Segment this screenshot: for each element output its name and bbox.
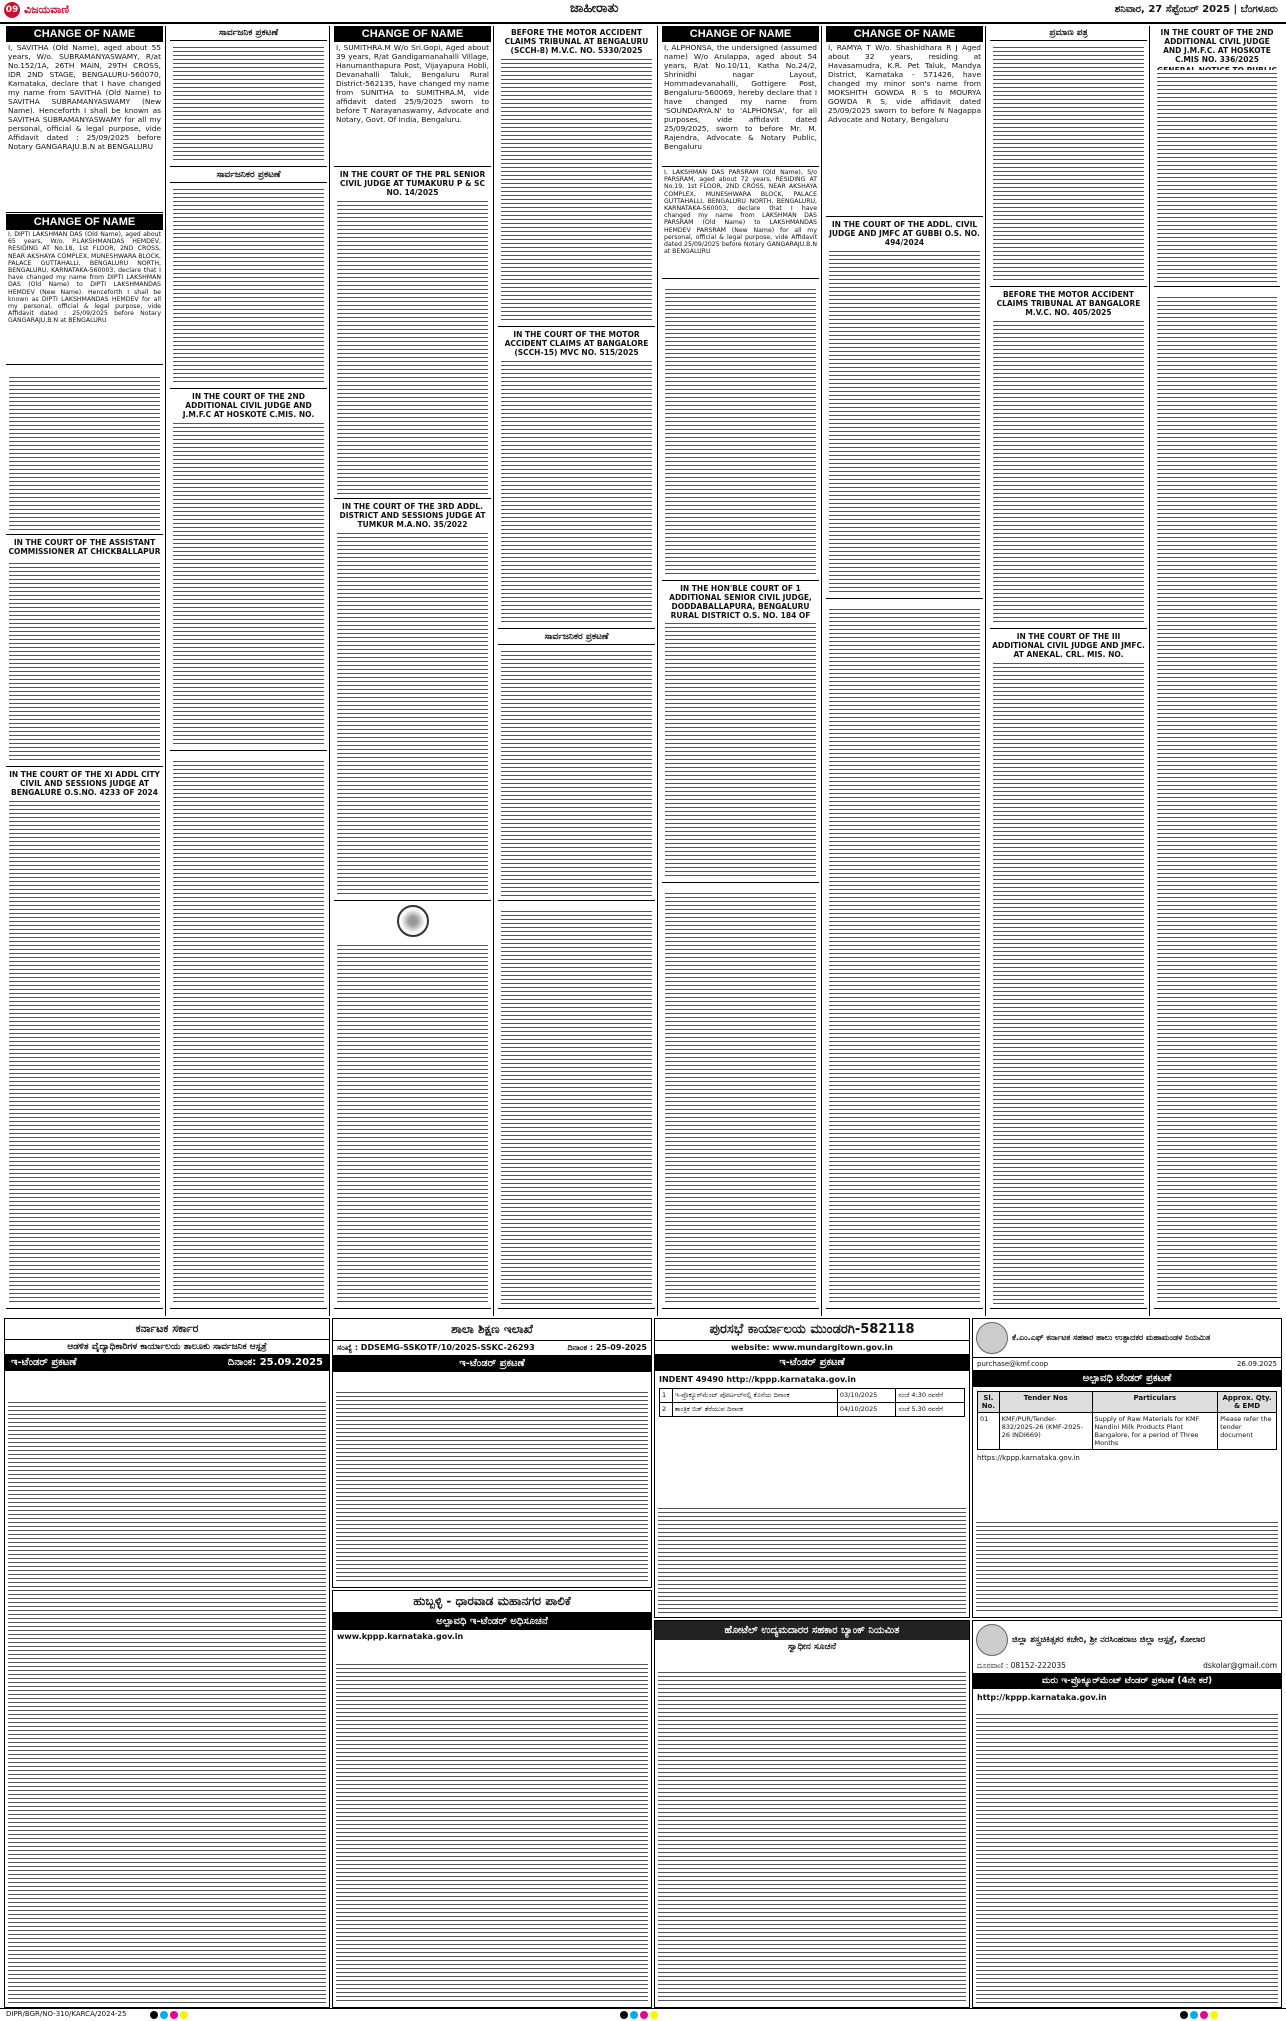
hospital-title: ಜಿಲ್ಲಾ ಶಸ್ತ್ರಚಿಕಿತ್ಸಕರ ಕಚೇರಿ, ಶ್ರೀ ನರಸಿಂಹರಾಜ ಜಿಲ್ಲಾ ಆಸ್ಪತ್ರೆ, ಕೋಲಾರ [1012, 1635, 1206, 1645]
court-notice [990, 288, 1147, 629]
table-cell: 01 [978, 1413, 1000, 1450]
table-header: Tender Nos [999, 1392, 1092, 1413]
ad-heading: CHANGE OF NAME [826, 26, 983, 42]
text-block [501, 358, 652, 625]
tender-heading: ಇ-ಟೆಂಡರ್ ಪ್ರಕಟಣೆ [655, 1354, 969, 1371]
office-title: ಪುರಸಭೆ ಕಾರ್ಯಾಲಯ ಮುಂಡರಗಿ-582118 [655, 1319, 969, 1341]
text-block [829, 248, 980, 595]
notice-heading: ಸಾರ್ವಜನಿಕರ ಪ್ರಕಟಣೆ [170, 168, 327, 183]
text-block [501, 56, 652, 323]
black-dot [620, 2011, 628, 2019]
indent-line: INDENT 49490 http://kppp.karnataka.gov.in [659, 1375, 856, 1384]
kolar-header [973, 1621, 1281, 1659]
govt-title: ಕರ್ನಾಟಕ ಸರ್ಕಾರ [5, 1319, 329, 1340]
column-8 [1152, 26, 1282, 1316]
kmf-date: 26.09.2025 [1236, 1360, 1277, 1368]
header-date: ಶನಿವಾರ, 27 ಸೆಪ್ಟೆಂಬರ್ 2025 | ಬೆಂಗಳೂರು [1114, 4, 1278, 15]
kmf-email[interactable]: purchase@kmf.coop [977, 1360, 1049, 1368]
change-of-name-ad [6, 26, 163, 213]
table-cell: ಸಂಜೆ 4:30 ರವರೆಗೆ [896, 1389, 965, 1403]
text-block [658, 1505, 966, 1614]
court-notice [662, 582, 819, 883]
section-title: ಜಾಹೀರಾತು [570, 1, 619, 16]
court-heading: BEFORE THE MOTOR ACCIDENT CLAIMS TRIBUNAL AT BANGALORE M.V.C. NO. 405/2025 [996, 290, 1141, 317]
kolar-hospital-ad [972, 1620, 1282, 2008]
text-block [9, 560, 160, 763]
tender-heading: ಮರು ಇ-ಪ್ರೊಕ್ಯೂರ್‌ಮೆಂಟ್ ಟೆಂಡರ್ ಪ್ರಕಟಣೆ (4ನೇ ಕರೆ) [973, 1673, 1281, 1689]
cyan-dot [1190, 2011, 1198, 2019]
registration-marks [1180, 2011, 1220, 2019]
table-cell: 2 [660, 1403, 673, 1417]
dept-title: ಶಾಲಾ ಶಿಕ್ಷಣ ಇಲಾಖೆ [333, 1319, 651, 1341]
kmf-portal[interactable]: https://kppp.karnataka.gov.in [977, 1454, 1080, 1462]
court-notice [662, 884, 819, 1309]
text-block [336, 1389, 648, 1584]
kannada-notice [990, 26, 1147, 287]
black-dot [150, 2011, 158, 2019]
column-6 [824, 26, 986, 1316]
table-row [978, 1413, 1277, 1450]
column-5 [660, 26, 822, 1316]
text-block [976, 1519, 1278, 1614]
corp-title: ಹುಬ್ಬಳ್ಳಿ - ಧಾರವಾಡ ಮಹಾನಗರ ಪಾಲಿಕೆ [333, 1591, 651, 1613]
kmf-title: ಕೆ.ಎಂ.ಎಫ್ ಕರ್ನಾಟಕ ಸಹಕಾರ ಹಾಲು ಉತ್ಪಾದಕರ ಮಹಾಮಂಡಳ ನಿಯಮಿತ [1012, 1333, 1211, 1342]
table-row [660, 1389, 965, 1403]
text-block [9, 798, 160, 1305]
page-header [0, 0, 1286, 24]
hotel-bank-ad [654, 1620, 970, 2008]
table-cell: 03/10/2025 [837, 1389, 896, 1403]
column-3 [332, 26, 494, 1316]
yellow-dot [650, 2011, 658, 2019]
govt-emblem-icon [976, 1624, 1008, 1656]
ad-text: I, LAKSHMAN DAS PARSRAM (Old Name), S/o PARSRAM, aged about 72 years, RESIDING AT No.19, 1st FLOOR, 2ND CROSS, NEAR AKSHAYA COMPLEX, MUNESHWARA BLOCK, PALACE GUTTAHALLI, BENGALURU NORTH, BENGALURU, KARNATAKA-560003, declare that I have changed my name from LAKSHMAN DAS PARSRAM (Old Name) to LAKSHMANDAS HEMDEV PARSRAM (New Name) for all my personal, official & legal purpose, vide Affidavit dated 25/09/2025 before Notary GANGARAJU.B.N at BENGALURU [664, 169, 817, 256]
government-emblem-icon [397, 905, 429, 937]
cyan-dot [630, 2011, 638, 2019]
court-heading: IN THE COURT OF THE ASSISTANT COMMISSIONER AT CHICKBALLAPUR [8, 538, 161, 556]
change-of-name-ad [662, 26, 819, 167]
ref-line [333, 1341, 651, 1355]
text-block [337, 942, 488, 1305]
kolar-phone: ದೂರವಾಣಿ : 08152-222035 [977, 1661, 1066, 1670]
kannada-notice [6, 366, 163, 535]
office-name: ಆಡಳಿತ ವೈದ್ಯಾಧಿಕಾರಿಗಳ ಕಾರ್ಯಾಲಯ ತಾಲೂಕು ಸಾರ್ವಜನಿಕ ಆಸ್ಪತ್ರೆ [67, 1342, 267, 1352]
court-heading: IN THE COURT OF THE 2ND ADDITIONAL CIVIL JUDGE AND J.M.F.C AT HOSKOTE C.MIS. NO. [182, 392, 315, 419]
court-notice [334, 500, 491, 901]
text-block [1157, 294, 1277, 1305]
kmf-tender-table [977, 1391, 1277, 1450]
ref-date: ದಿನಾಂಕ : 25-09-2025 [567, 1343, 647, 1352]
court-notice [6, 768, 163, 1309]
change-of-name-ad [826, 26, 983, 217]
table-row [660, 1403, 965, 1417]
ad-heading: CHANGE OF NAME [6, 214, 163, 230]
school-ad-header [334, 902, 491, 1309]
text-block [658, 1669, 966, 2004]
court-notice [334, 168, 491, 499]
table-cell: KMF/PUR/Tender-832/2025-26 (KMF-2025-26 INDI669) [999, 1413, 1092, 1450]
text-block [1157, 70, 1277, 283]
ad-text: I, SAVITHA (Old Name), aged about 55 years, W/o. SUBRAMANYASWAMY, R/at No.152/1A, 26TH MAIN, 29TH CROSS, IDR 2ND STAGE, BENGALURU-560070, Karnataka, declare that I have changed my name from SAVITHA (Old Name) to SAVITHA SUBRAMANYASWAMY (New Name). Henceforth I shall be known as SAVITHA SUBRAMANYASWAMY for all my personal, official & legal purpose, vide Affidavit dated : 25/09/2025 before Notary GANGARAJU.B.N at BENGALURU [8, 43, 161, 151]
text-block [9, 374, 160, 531]
kmf-contact [973, 1358, 1281, 1370]
table-cell: Supply of Raw Materials for KMF Nandini Milk Products Plant Bangalore, for a period of Three Months [1092, 1413, 1218, 1450]
paper-name: ವಿಜಯವಾಣಿ [24, 3, 70, 16]
table-header: Sl. No. [978, 1392, 1000, 1413]
text-block [173, 420, 324, 747]
hubli-dharwad-ad [332, 1590, 652, 2008]
ad-text: I, DIPTI LAKSHMAN DAS (Old Name), aged about 65 years, W/o. P.LAKSHMANDAS HEMDEV, RESIDING AT No.18, 1st FLOOR, 2ND CROSS, NEAR AKSHAYA COMPLEX, MUNESHWARA BLOCK, PALACE GUTTAHALLI, BENGALURU NORTH, BENGALURU, KARNATAKA-560003, declare that I have changed my name from DIPTI LAKSHMAN DAS (Old Name) to DIPTI LAKSHMANDAS HEMDEV (New Name). Henceforth I shall be known as DIPTI LAKSHMANDAS HEMDEV for all my personal, official & legal purpose, vide Affidavit dated : 25/09/2025 before Notary GANGARAJU.B.N at BENGALURU [8, 231, 161, 325]
magenta-dot [1200, 2011, 1208, 2019]
yellow-dot [1210, 2011, 1218, 2019]
registration-marks [150, 2011, 190, 2019]
column-2 [168, 26, 330, 1316]
court-heading: IN THE COURT OF THE 3RD ADDL. DISTRICT AND SESSIONS JUDGE AT TUMKUR M.A.NO. 35/2022 [339, 502, 486, 529]
kannada-notice [498, 630, 655, 901]
court-notice [498, 328, 655, 629]
court-notice [826, 218, 983, 599]
court-heading: IN THE COURT OF THE III ADDITIONAL CIVIL JUDGE AND JMFC. AT ANEKAL. CRL. MIS. NO. [992, 632, 1145, 659]
kolar-email[interactable]: dskolar@gmail.com [1203, 1661, 1277, 1670]
ad-text: I, RAMYA T W/o. Shashidhara R J Aged about 32 years, residing at Havasamudra, K.R. Pet Taluk, Mandya District, Karnataka - 571426, have changed my minor son's name from MOKSHITH GOWDA R S to MOURYA GOWDA R S, vide affidavit dated 25/09/2025 sworn to before N Nagappa Advocate and Notary, Bengaluru [828, 43, 981, 124]
yellow-dot [180, 2011, 188, 2019]
black-dot [1180, 2011, 1188, 2019]
text-block [173, 44, 324, 163]
text-block [501, 648, 652, 897]
table-cell: 04/10/2025 [837, 1403, 896, 1417]
tender-bar [5, 1354, 329, 1371]
ad-text: I, SUMITHRA.M W/o Sri.Gopi, Aged about 39 years, R/at Gandigamanahalli Village, Hanumanthapura Post, Vijayapura Hobli, Devanahalli Taluk, Bengaluru Rural District-562135, have changed my name from SUNITHA to SUMITHRA.M, vide affidavit dated 25/9/2025 sworn to before T Narayanaswamy, Advocate and Notary, Govt. Of India, Bengaluru. [336, 43, 489, 124]
court-notice [826, 600, 983, 1309]
kmf-ad [972, 1318, 1282, 1618]
kannada-notice [170, 752, 327, 1309]
mundargi-ad [654, 1318, 970, 1618]
court-heading: IN THE COURT OF THE XI ADDL CITY CIVIL AND SESSIONS JUDGE AT BENGALURE O.S.NO. 4233 OF 2024 [9, 770, 160, 797]
kmf-logo-icon [976, 1322, 1008, 1354]
text-block [993, 318, 1144, 625]
text-block [665, 620, 816, 879]
court-heading: IN THE COURT OF THE MOTOR ACCIDENT CLAIMS AT BANGALORE (SCCH-15) MVC NO. 515/2025 [504, 330, 649, 357]
notice-heading: ಪ್ರಮಾಣ ಪತ್ರ [990, 26, 1147, 41]
table-cell: Please refer the tender document [1218, 1413, 1277, 1450]
change-of-name-ad [662, 168, 819, 279]
text-block [337, 198, 488, 495]
court-notice [990, 630, 1147, 1309]
table-cell: ಇ-ಪ್ರೊಕ್ಯೂರ್‌ಮೆಂಟ್ ಪೋರ್ಟಲ್‌ನಲ್ಲಿ ಕೊನೆಯ ದಿನಾಂಕ [672, 1389, 837, 1403]
portal-url[interactable]: www.kppp.karnataka.gov.in [337, 1632, 464, 1641]
court-heading: IN THE HON'BLE COURT OF 1 ADDITIONAL SENIOR CIVIL JUDGE, DODDABALLAPURA, BENGALURU RURAL DISTRICT O.S. NO. 184 OF [669, 584, 812, 620]
ad-text: I, ALPHONSA, the undersigned (assumed name) W/o Arulappa, aged about 54 years, R/at No.10/11, Katha No.24/2, Shrinidhi nagar Layout, Hommadevanahalli, Gottigere Post, Bengaluru-560069, hereby declare that I have changed my name from 'SOUNDARYA.N' to 'ALPHONSA', for all purposes, vide affidavit dated 25/09/2025, sworn to before Mr. M. Rajendra, Advocate & Notary Public, Bengaluru [664, 43, 817, 151]
court-heading: IN THE COURT OF THE PRL SENIOR CIVIL JUDGE AT TUMAKURU P & SC NO. 14/2025 [339, 170, 486, 197]
kannada-notice [1154, 288, 1280, 1309]
kannada-notice [170, 26, 327, 167]
notice-type: ಸ್ವಾಧೀನ ಸೂಚನೆ [787, 1642, 837, 1652]
kannada-notice [170, 168, 327, 389]
text-block [829, 606, 980, 1305]
text-block [665, 286, 816, 577]
court-heading: BEFORE THE MOTOR ACCIDENT CLAIMS TRIBUNAL AT BENGALURU (SCCH-8) M.V.C. NO. 5330/2025 [504, 28, 649, 55]
registration-marks [620, 2011, 660, 2019]
change-of-name-ad [6, 214, 163, 365]
ad-heading: CHANGE OF NAME [6, 26, 163, 42]
column-1 [4, 26, 166, 1316]
notice-heading: ಸಾರ್ವಜನಿಕರ ಪ್ರಕಟಣೆ [498, 630, 655, 645]
table-cell: ಸಂಜೆ 5.30 ರವರೆಗೆ [896, 1403, 965, 1417]
text-block [976, 1711, 1278, 2004]
text-block [501, 908, 652, 1305]
court-notice [170, 390, 327, 751]
text-block [993, 660, 1144, 1305]
text-block [173, 186, 324, 385]
court-heading: IN THE COURT OF THE 2ND ADDITIONAL CIVIL JUDGE AND J.M.F.C. AT HOSKOTE C.MIS NO. 336/2025 [1160, 28, 1274, 64]
table-header: Approx. Qty. & EMD [1218, 1392, 1277, 1413]
text-block [993, 44, 1144, 283]
cyan-dot [160, 2011, 168, 2019]
text-block [336, 1661, 648, 2004]
tender-heading: ಅಲ್ಪಾವಧಿ ಟೆಂಡರ್ ಪ್ರಕಟಣೆ [973, 1370, 1281, 1387]
kmf-header [973, 1319, 1281, 1358]
court-notice [498, 26, 655, 327]
column-4 [496, 26, 658, 1316]
court-notice [662, 280, 819, 581]
column-7 [988, 26, 1150, 1316]
ad-heading: CHANGE OF NAME [334, 26, 491, 42]
court-notice [1154, 26, 1280, 287]
page-footer [0, 2008, 1286, 2021]
table-cell: 1 [660, 1389, 673, 1403]
ad-heading: CHANGE OF NAME [662, 26, 819, 42]
text-block [337, 530, 488, 897]
tender-date: ದಿನಾಂಕ: 25.09.2025 [227, 1357, 323, 1368]
text-block [173, 758, 324, 1305]
table-cell: ತಾಂತ್ರಿಕ ಬಿಡ್ ತೆರೆಯುವ ದಿನಾಂಕ [672, 1403, 837, 1417]
page-number: 09 [4, 2, 20, 18]
karnataka-govt-ad [4, 1318, 330, 2008]
kolar-portal[interactable]: http://kppp.karnataka.gov.in [977, 1693, 1107, 1702]
school-education-ad [332, 1318, 652, 1588]
court-notice [6, 536, 163, 767]
tender-heading: ಇ-ಟೆಂಡರ್ ಪ್ರಕಟಣೆ [333, 1355, 651, 1372]
footer-code: DIPR/BGR/NO-310/KARCA/2024-25 [6, 2010, 127, 2018]
kannada-notice [498, 902, 655, 1309]
website-line[interactable]: website: www.mundargitown.gov.in [731, 1343, 893, 1352]
table-header: Particulars [1092, 1392, 1218, 1413]
text-block [8, 1399, 326, 2004]
court-heading: IN THE COURT OF THE ADDL. CIVIL JUDGE AND JMFC AT GUBBI O.S. NO. 494/2024 [829, 220, 980, 247]
tender-heading: ಇ-ಟೆಂಡರ್ ಪ್ರಕಟಣೆ [11, 1357, 77, 1368]
change-of-name-ad [334, 26, 491, 167]
text-block [665, 890, 816, 1305]
bank-title: ಹೋಟೆಲ್ ಉದ್ಯಮದಾರರ ಸಹಕಾರ ಬ್ಯಾಂಕ್ ನಿಯಮಿತ [655, 1621, 969, 1640]
notice-heading: ಸಾರ್ವಜನಿಕ ಪ್ರಕಟಣೆ [170, 26, 327, 41]
bottom-ads [4, 1318, 1282, 2008]
ref-number: ಸಂಖ್ಯೆ : DDSEMG-SSKOTF/10/2025-SSKC-26293 [337, 1343, 535, 1352]
tender-heading: ಅಲ್ಪಾವಧಿ ಇ-ಟೆಂಡರ್ ಅಧಿಸೂಚನೆ [333, 1613, 651, 1630]
magenta-dot [640, 2011, 648, 2019]
magenta-dot [170, 2011, 178, 2019]
kolar-contact [973, 1659, 1281, 1673]
dates-table [659, 1388, 965, 1417]
